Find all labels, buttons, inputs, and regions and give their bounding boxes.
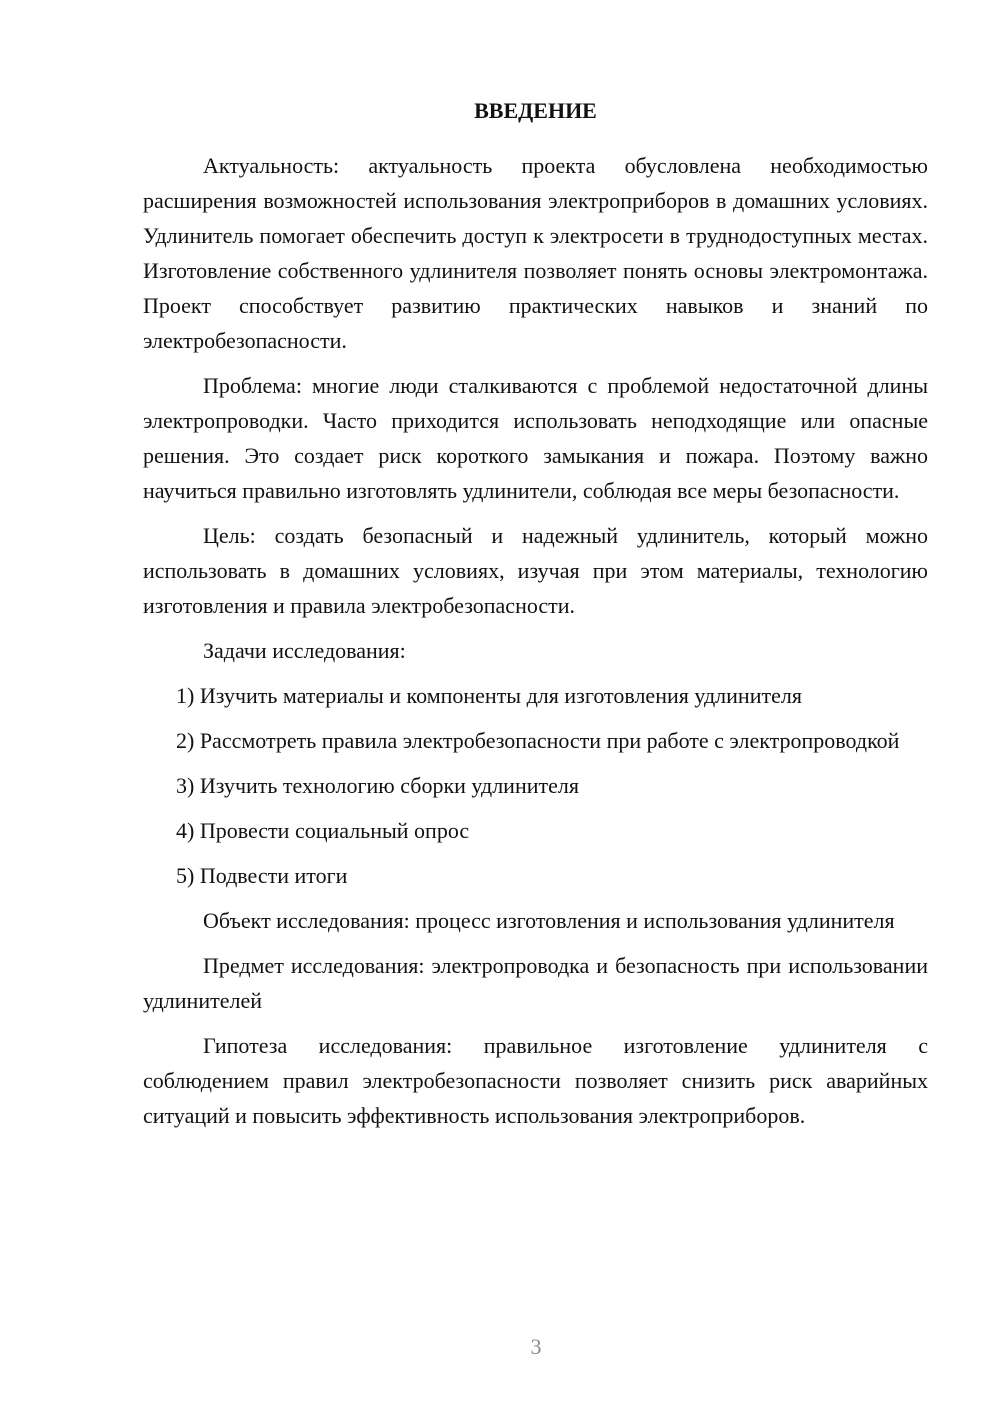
paragraph-goal: Цель: создать безопасный и надежный удлинитель, который можно использовать в домашних условиях, изучая при этом материалы, технологию изготовления и правила электробезопасности. [143,523,928,618]
task-item-1: 1) Изучить материалы и компоненты для изготовления удлинителя [176,683,802,708]
paragraph-problem: Проблема: многие люди сталкиваются с проблемой недостаточной длины электропроводки. Часто приходится использовать неподходящие или опасные решения. Это создает риск короткого замыкания и пожара. Поэтому важно научиться правильно изготовлять удлинители, соблюдая все меры безопасности. [143,373,928,503]
paragraph-tasks-heading: Задачи исследования: [203,638,406,663]
paragraph-subject: Предмет исследования: электропроводка и безопасность при использовании удлинителей [143,953,928,1013]
document-body [143,96,928,1143]
task-item-4: 4) Провести социальный опрос [176,818,470,843]
task-item-5: 5) Подвести итоги [176,863,348,888]
section-title: ВВЕДЕНИЕ [474,98,597,123]
task-item-2: 2) Рассмотреть правила электробезопасности при работе с электропроводкой [176,728,900,753]
paragraph-object: Объект исследования: процесс изготовления и использования удлинителя [203,908,895,933]
paragraph-relevance: Актуальность: актуальность проекта обусловлена необходимостью расширения возможностей использования электроприборов в домашних условиях. Удлинитель помогает обеспечить доступ к электросети в труднодоступных местах. Изготовление собственного удлинителя позволяет понять основы электромонтажа. Проект способствует развитию практических навыков и знаний по электробезопасности. [143,153,928,353]
task-item-3: 3) Изучить технологию сборки удлинителя [176,773,579,798]
page-number: 3 [530,1334,542,1359]
paragraph-hypothesis: Гипотеза исследования: правильное изготовление удлинителя с соблюдением правил электробезопасности позволяет снизить риск аварийных ситуаций и повысить эффективность использования электроприборов. [143,1033,928,1128]
